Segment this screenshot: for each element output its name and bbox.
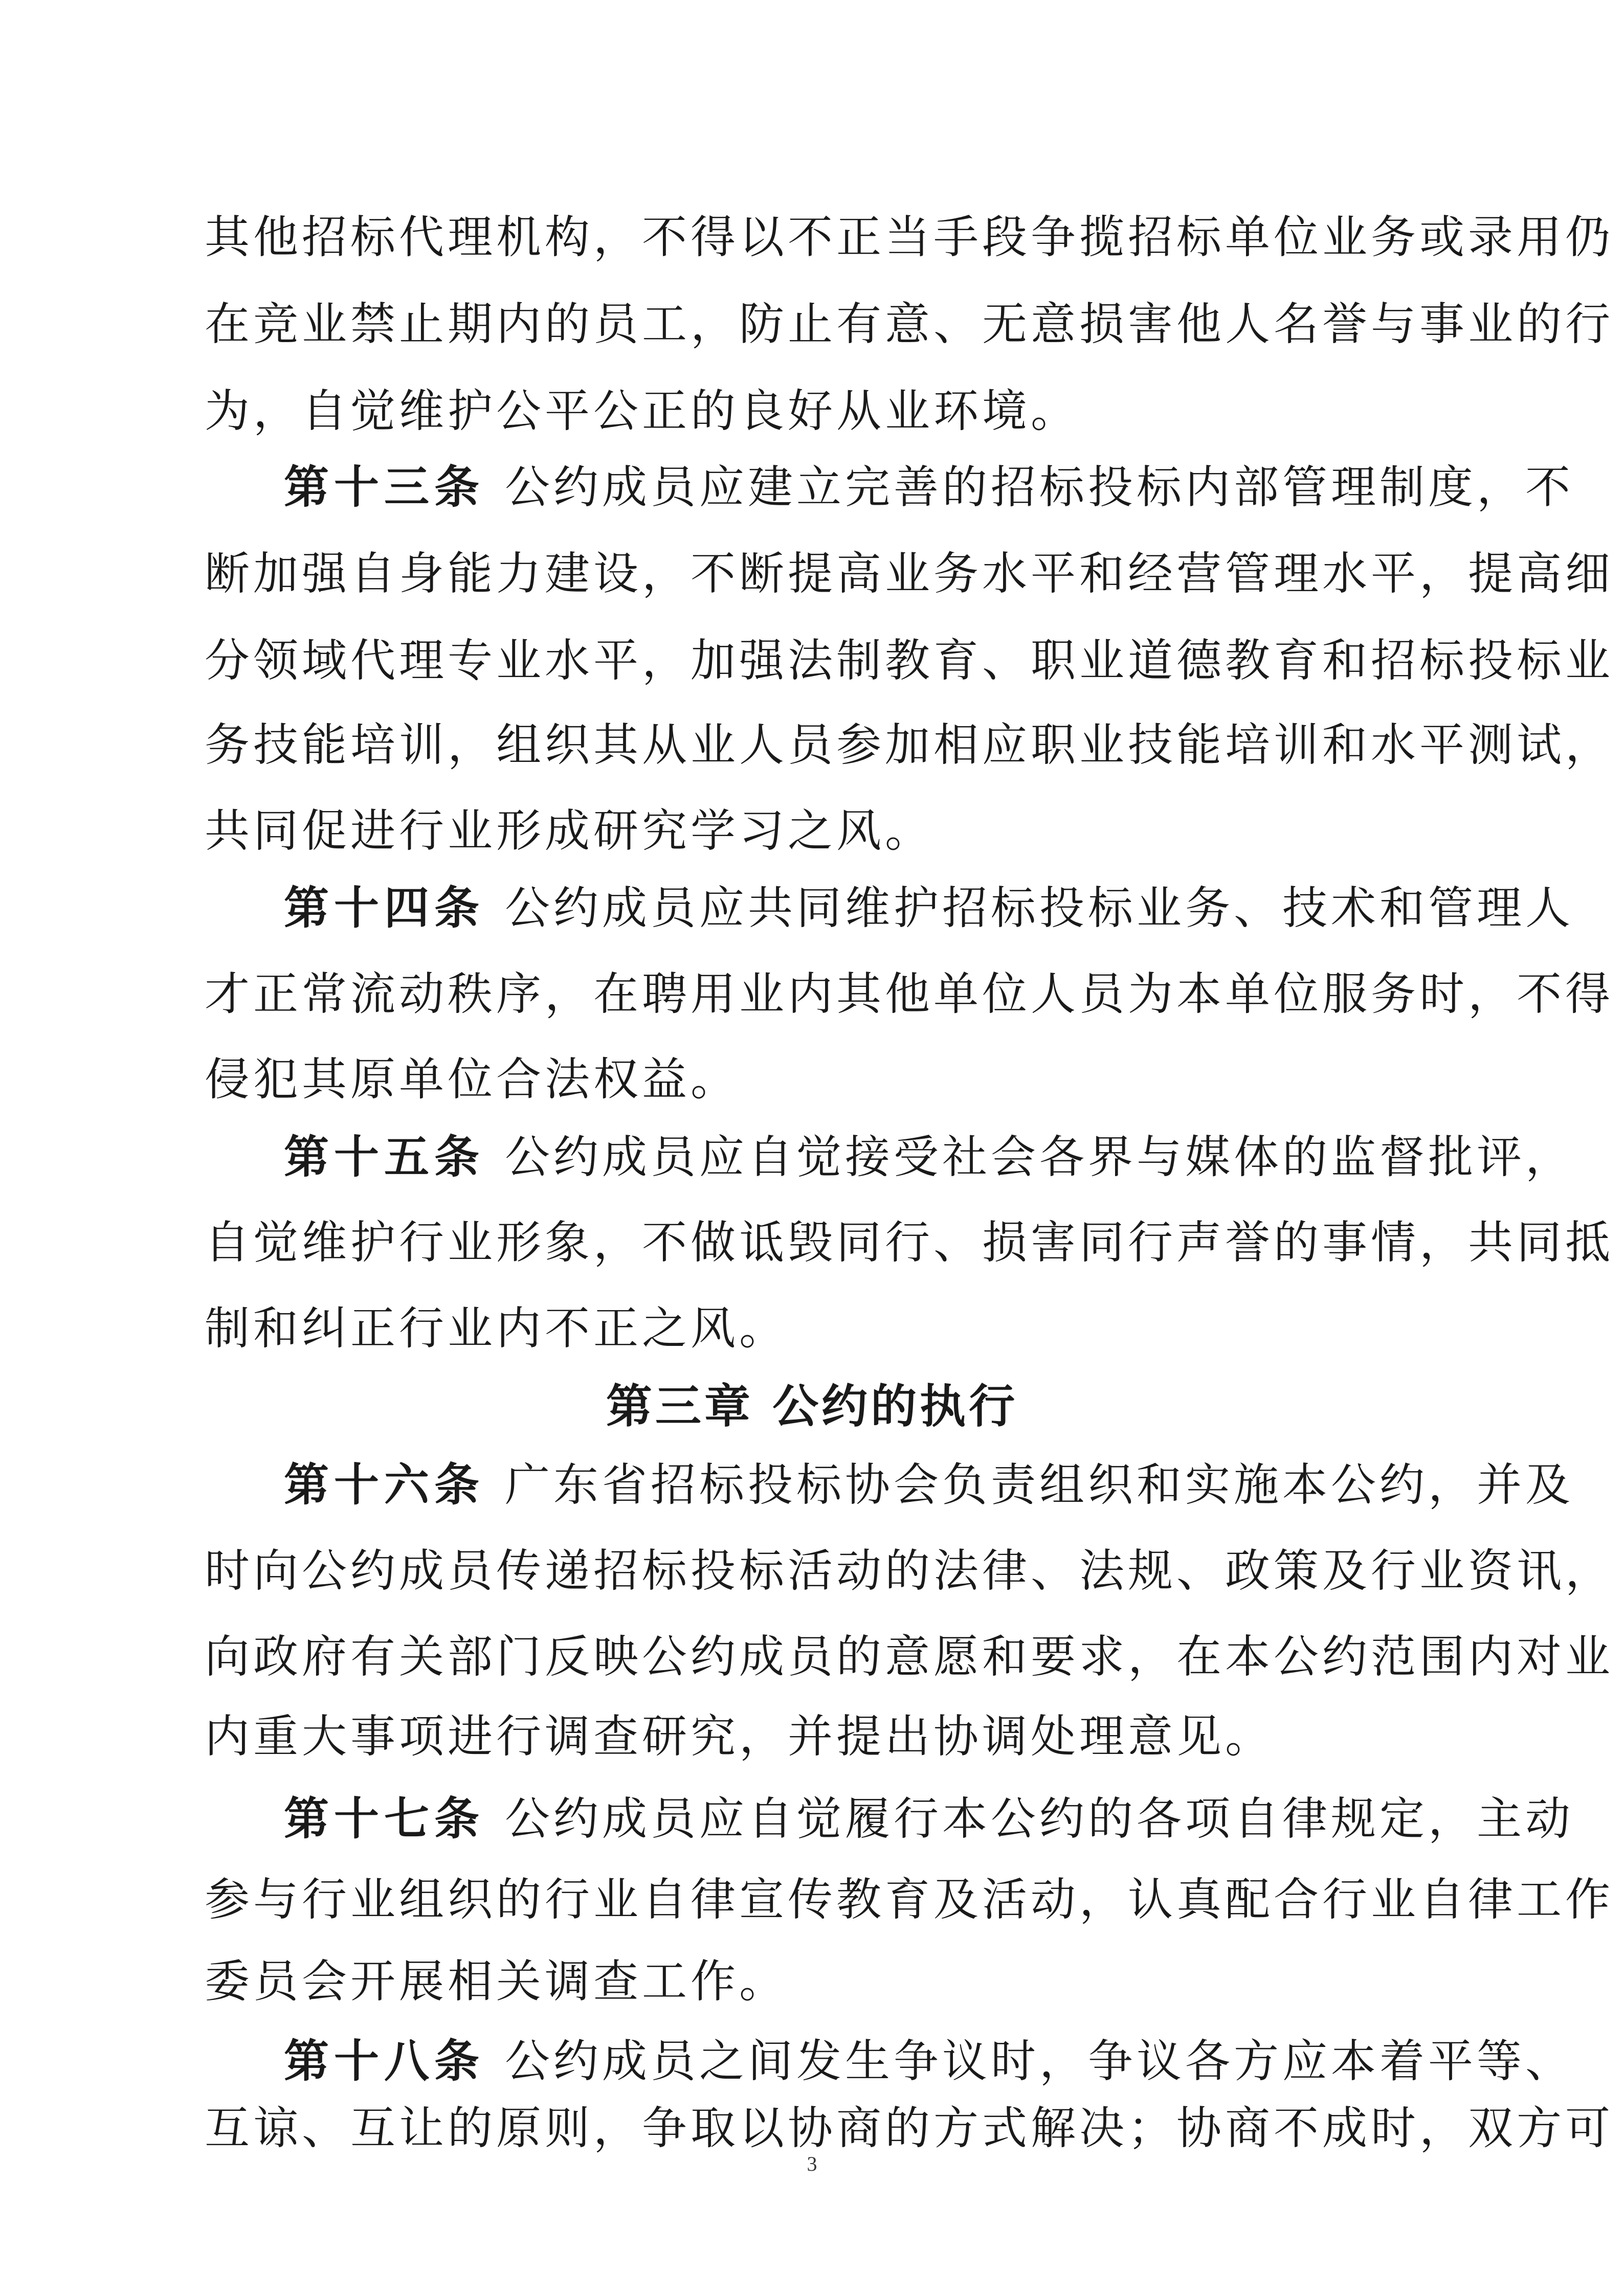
article-15 [284,1131,1574,1183]
text-line: 自觉维护行业形象，不做诋毁同行、损害同行声誉的事情，共同抵 [205,1216,1614,1269]
article-heading: 第十五条 [284,1130,485,1183]
article-16 [284,1459,1574,1511]
text-line: 断加强自身能力建设，不断提高业务水平和经营管理水平，提高细 [205,547,1614,600]
text-line: 侵犯其原单位合法权益。 [205,1053,740,1106]
article-17 [284,1793,1574,1844]
text-line: 制和纠正行业内不正之风。 [205,1302,788,1355]
text-line: 参与行业组织的行业自律宣传教育及活动，认真配合行业自律工作 [205,1873,1614,1926]
text-line: 务技能培训，组织其从业人员参加相应职业技能培训和水平测试， [205,718,1614,771]
text-line: 时向公约成员传递招标投标活动的法律、法规、政策及行业资讯， [205,1544,1614,1597]
article-heading: 第十四条 [284,881,485,934]
article-heading: 第十三条 [284,460,485,513]
text-line: 才正常流动秩序，在聘用业内其他单位人员为本单位服务时，不得 [205,967,1614,1020]
page-number: 3 [807,2152,817,2175]
text-line: 向政府有关部门反映公约成员的意愿和要求，在本公约范围内对业 [205,1630,1614,1683]
chapter-title: 第三章 公约的执行 [606,1379,1018,1433]
text-line: 其他招标代理机构，不得以不正当手段争揽招标单位业务或录用仍 [205,211,1614,263]
article-text: 公约成员应共同维护招标投标业务、技术和管理人 [505,882,1574,934]
text-line: 委员会开展相关调查工作。 [205,1955,788,2008]
text-line: 内重大事项进行调查研究，并提出协调处理意见。 [205,1710,1274,1763]
article-text: 公约成员之间发生争议时，争议各方应本着平等、 [505,2035,1574,2087]
article-text: 公约成员应自觉履行本公约的各项自律规定，主动 [505,1792,1574,1845]
article-text: 公约成员应建立完善的招标投标内部管理制度，不 [505,461,1574,513]
text-line: 共同促进行业形成研究学习之风。 [205,804,934,857]
text-line: 在竞业禁止期内的员工，防止有意、无意损害他人名誉与事业的行 [205,298,1614,350]
article-heading: 第十八条 [284,2034,485,2087]
article-text: 广东省招标投标协会负责组织和实施本公约，并及 [505,1458,1574,1511]
article-18 [284,2035,1574,2087]
article-text: 公约成员应自觉接受社会各界与媒体的监督批评， [505,1131,1574,1183]
article-13 [284,461,1574,513]
text-line: 互谅、互让的原则，争取以协商的方式解决；协商不成时，双方可 [205,2102,1614,2154]
article-heading: 第十七条 [284,1792,485,1845]
article-14 [284,882,1574,934]
article-heading: 第十六条 [284,1458,485,1511]
text-line: 为，自觉维护公平公正的良好从业环境。 [205,385,1080,437]
text-line: 分领域代理专业水平，加强法制教育、职业道德教育和招标投标业 [205,634,1614,687]
